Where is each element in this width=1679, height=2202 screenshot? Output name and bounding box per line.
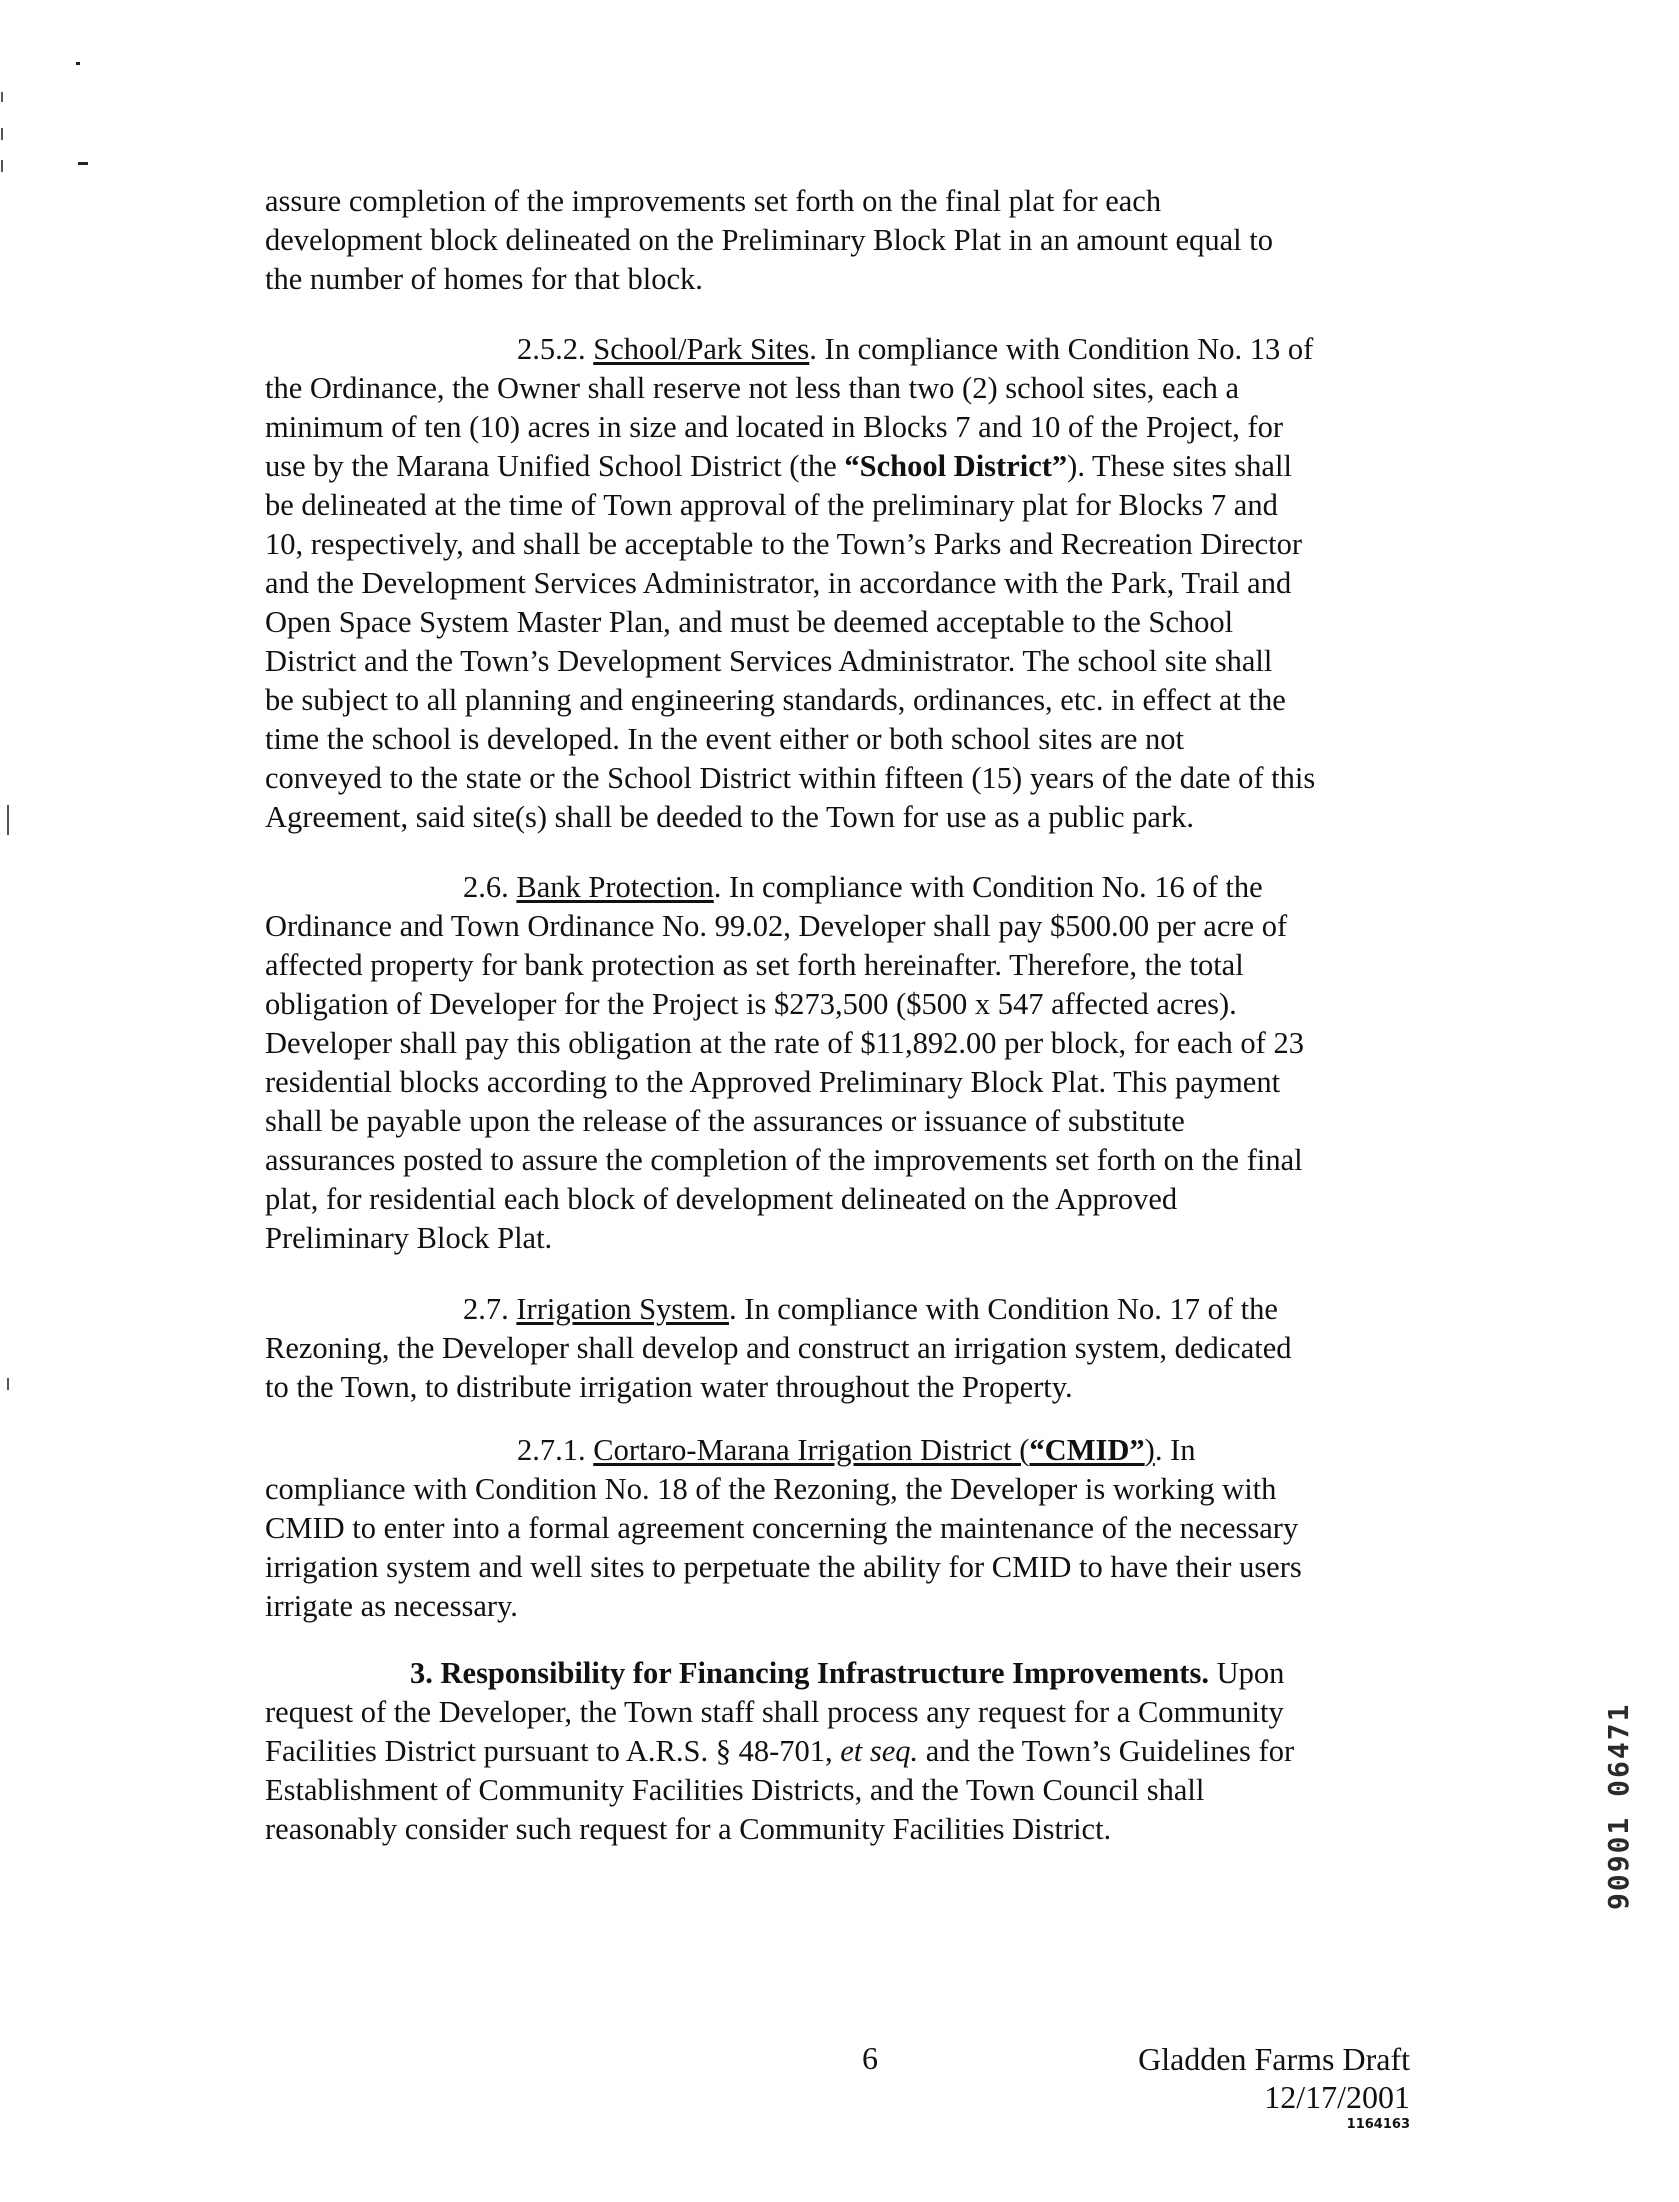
section-first-line — [265, 1290, 1415, 1329]
text-line — [265, 1732, 1415, 1771]
scan-edge-mark — [1, 160, 3, 172]
section-2-7-1 — [265, 1431, 1415, 1626]
text-line: development block delineated on the Preliminary Block Plat in an amount equal to — [265, 223, 1273, 257]
scan-edge-mark — [7, 1378, 9, 1390]
text-line — [265, 447, 1415, 486]
text-line: the number of homes for that block. — [265, 262, 703, 296]
stamp-text: 90901 06471 — [1602, 1702, 1635, 1910]
paragraph-continuation — [265, 182, 1415, 299]
text-fragment: ). These sites shall — [1067, 449, 1292, 483]
text-line: plat, for residential each block of development delineated on the Approved — [265, 1182, 1178, 1216]
section-heading — [593, 1433, 1155, 1467]
text-line: and the Development Services Administrator, in accordance with the Park, Trail and — [265, 566, 1292, 600]
text-line: irrigate as necessary. — [265, 1589, 518, 1623]
text-fragment: . In — [1154, 1433, 1196, 1467]
text-line: minimum of ten (10) acres in size and located in Blocks 7 and 10 of the Project, for — [265, 410, 1284, 444]
text-line: conveyed to the state or the School District within fifteen (15) years of the date of this — [265, 761, 1316, 795]
text-line: Agreement, said site(s) shall be deeded to the Town for use as a public park. — [265, 800, 1194, 834]
defined-term: “CMID” — [1029, 1433, 1145, 1467]
text-fragment: Upon — [1208, 1656, 1285, 1690]
text-line: Preliminary Block Plat. — [265, 1221, 553, 1255]
text-line: request of the Developer, the Town staff shall process any request for a Community — [265, 1695, 1284, 1729]
section-2-5-2 — [265, 330, 1415, 837]
text-line: obligation of Developer for the Project is $273,500 ($500 x 547 affected acres). — [265, 987, 1237, 1021]
scan-edge-mark — [7, 805, 9, 835]
text-line: to the Town, to distribute irrigation water throughout the Property. — [265, 1370, 1073, 1404]
section-first-line — [265, 330, 1415, 369]
text-fragment: . In compliance with Condition No. 13 of — [809, 332, 1314, 366]
doc-title: Gladden Farms Draft — [1138, 2041, 1410, 2077]
doc-code: 1164163 — [1346, 2117, 1410, 2132]
scan-speck — [76, 62, 80, 65]
text-line: affected property for bank protection as set forth hereinafter. Therefore, the total — [265, 948, 1244, 982]
section-number: 2.7.1. — [517, 1433, 586, 1467]
text-line: assure completion of the improvements set forth on the final plat for each — [265, 184, 1162, 218]
text-line: irrigation system and well sites to perpetuate the ability for CMID to have their users — [265, 1550, 1302, 1584]
text-line: 10, respectively, and shall be acceptable to the Town’s Parks and Recreation Director — [265, 527, 1303, 561]
text-fragment: . In compliance with Condition No. 16 of the — [713, 870, 1263, 904]
section-heading: Bank Protection — [516, 870, 714, 904]
text-line: time the school is developed. In the event either or both school sites are not — [265, 722, 1184, 756]
text-line: assurances posted to assure the completion of the improvements set forth on the final — [265, 1143, 1303, 1177]
text-line: CMID to enter into a formal agreement concerning the maintenance of the necessary — [265, 1511, 1299, 1545]
section-heading: Irrigation System — [516, 1292, 729, 1326]
text-line: compliance with Condition No. 18 of the Rezoning, the Developer is working with — [265, 1472, 1277, 1506]
text-line: be delineated at the time of Town approval of the preliminary plat for Blocks 7 and — [265, 488, 1278, 522]
section-first-line — [265, 1654, 1415, 1693]
scan-edge-mark — [1, 128, 3, 140]
text-line: shall be payable upon the release of the assurances or issuance of substitute — [265, 1104, 1185, 1138]
section-number: 2.6. — [463, 870, 509, 904]
text-line: District and the Town’s Development Services Administrator. The school site shall — [265, 644, 1273, 678]
text-fragment: ) — [1144, 1433, 1155, 1467]
scan-edge-mark — [1, 92, 3, 102]
text-line: residential blocks according to the Approved Preliminary Block Plat. This payment — [265, 1065, 1281, 1099]
margin-recording-stamp — [1598, 1580, 1638, 1910]
text-line: Rezoning, the Developer shall develop and construct an irrigation system, dedicated — [265, 1331, 1292, 1365]
text-line: Developer shall pay this obligation at the rate of $11,892.00 per block, for each of 23 — [265, 1026, 1304, 1060]
section-number: 2.7. — [463, 1292, 509, 1326]
page-number: 6 — [862, 2040, 878, 2076]
text-line: the Ordinance, the Owner shall reserve not less than two (2) school sites, each a — [265, 371, 1239, 405]
section-number: 2.5.2. — [517, 332, 586, 366]
text-fragment: Facilities District pursuant to A.R.S. § 48-701, — [265, 1734, 841, 1768]
section-heading: 3. Responsibility for Financing Infrastructure Improvements. — [410, 1656, 1209, 1690]
text-fragment: and the Town’s Guidelines for — [918, 1734, 1295, 1768]
italic-term: et seq. — [840, 1734, 919, 1768]
scan-speck — [78, 162, 88, 165]
section-2-7 — [265, 1290, 1415, 1407]
doc-date: 12/17/2001 — [1264, 2079, 1410, 2115]
section-first-line — [265, 868, 1415, 907]
section-heading: School/Park Sites — [593, 332, 810, 366]
text-fragment: . In compliance with Condition No. 17 of the — [729, 1292, 1278, 1326]
defined-term: “School District” — [844, 449, 1068, 483]
text-line: Open Space System Master Plan, and must be deemed acceptable to the School — [265, 605, 1234, 639]
section-first-line — [265, 1431, 1415, 1470]
text-fragment: use by the Marana Unified School District (the — [265, 449, 845, 483]
text-line: Establishment of Community Facilities Districts, and the Town Council shall — [265, 1773, 1205, 1807]
section-3 — [265, 1654, 1415, 1849]
footer-doc-info — [1128, 2040, 1410, 2116]
text-line: reasonably consider such request for a Community Facilities District. — [265, 1812, 1112, 1846]
text-line: Ordinance and Town Ordinance No. 99.02, Developer shall pay $500.00 per acre of — [265, 909, 1288, 943]
text-line: be subject to all planning and engineering standards, ordinances, etc. in effect at the — [265, 683, 1286, 717]
text-fragment: Cortaro-Marana Irrigation District ( — [593, 1433, 1030, 1467]
section-2-6 — [265, 868, 1415, 1258]
